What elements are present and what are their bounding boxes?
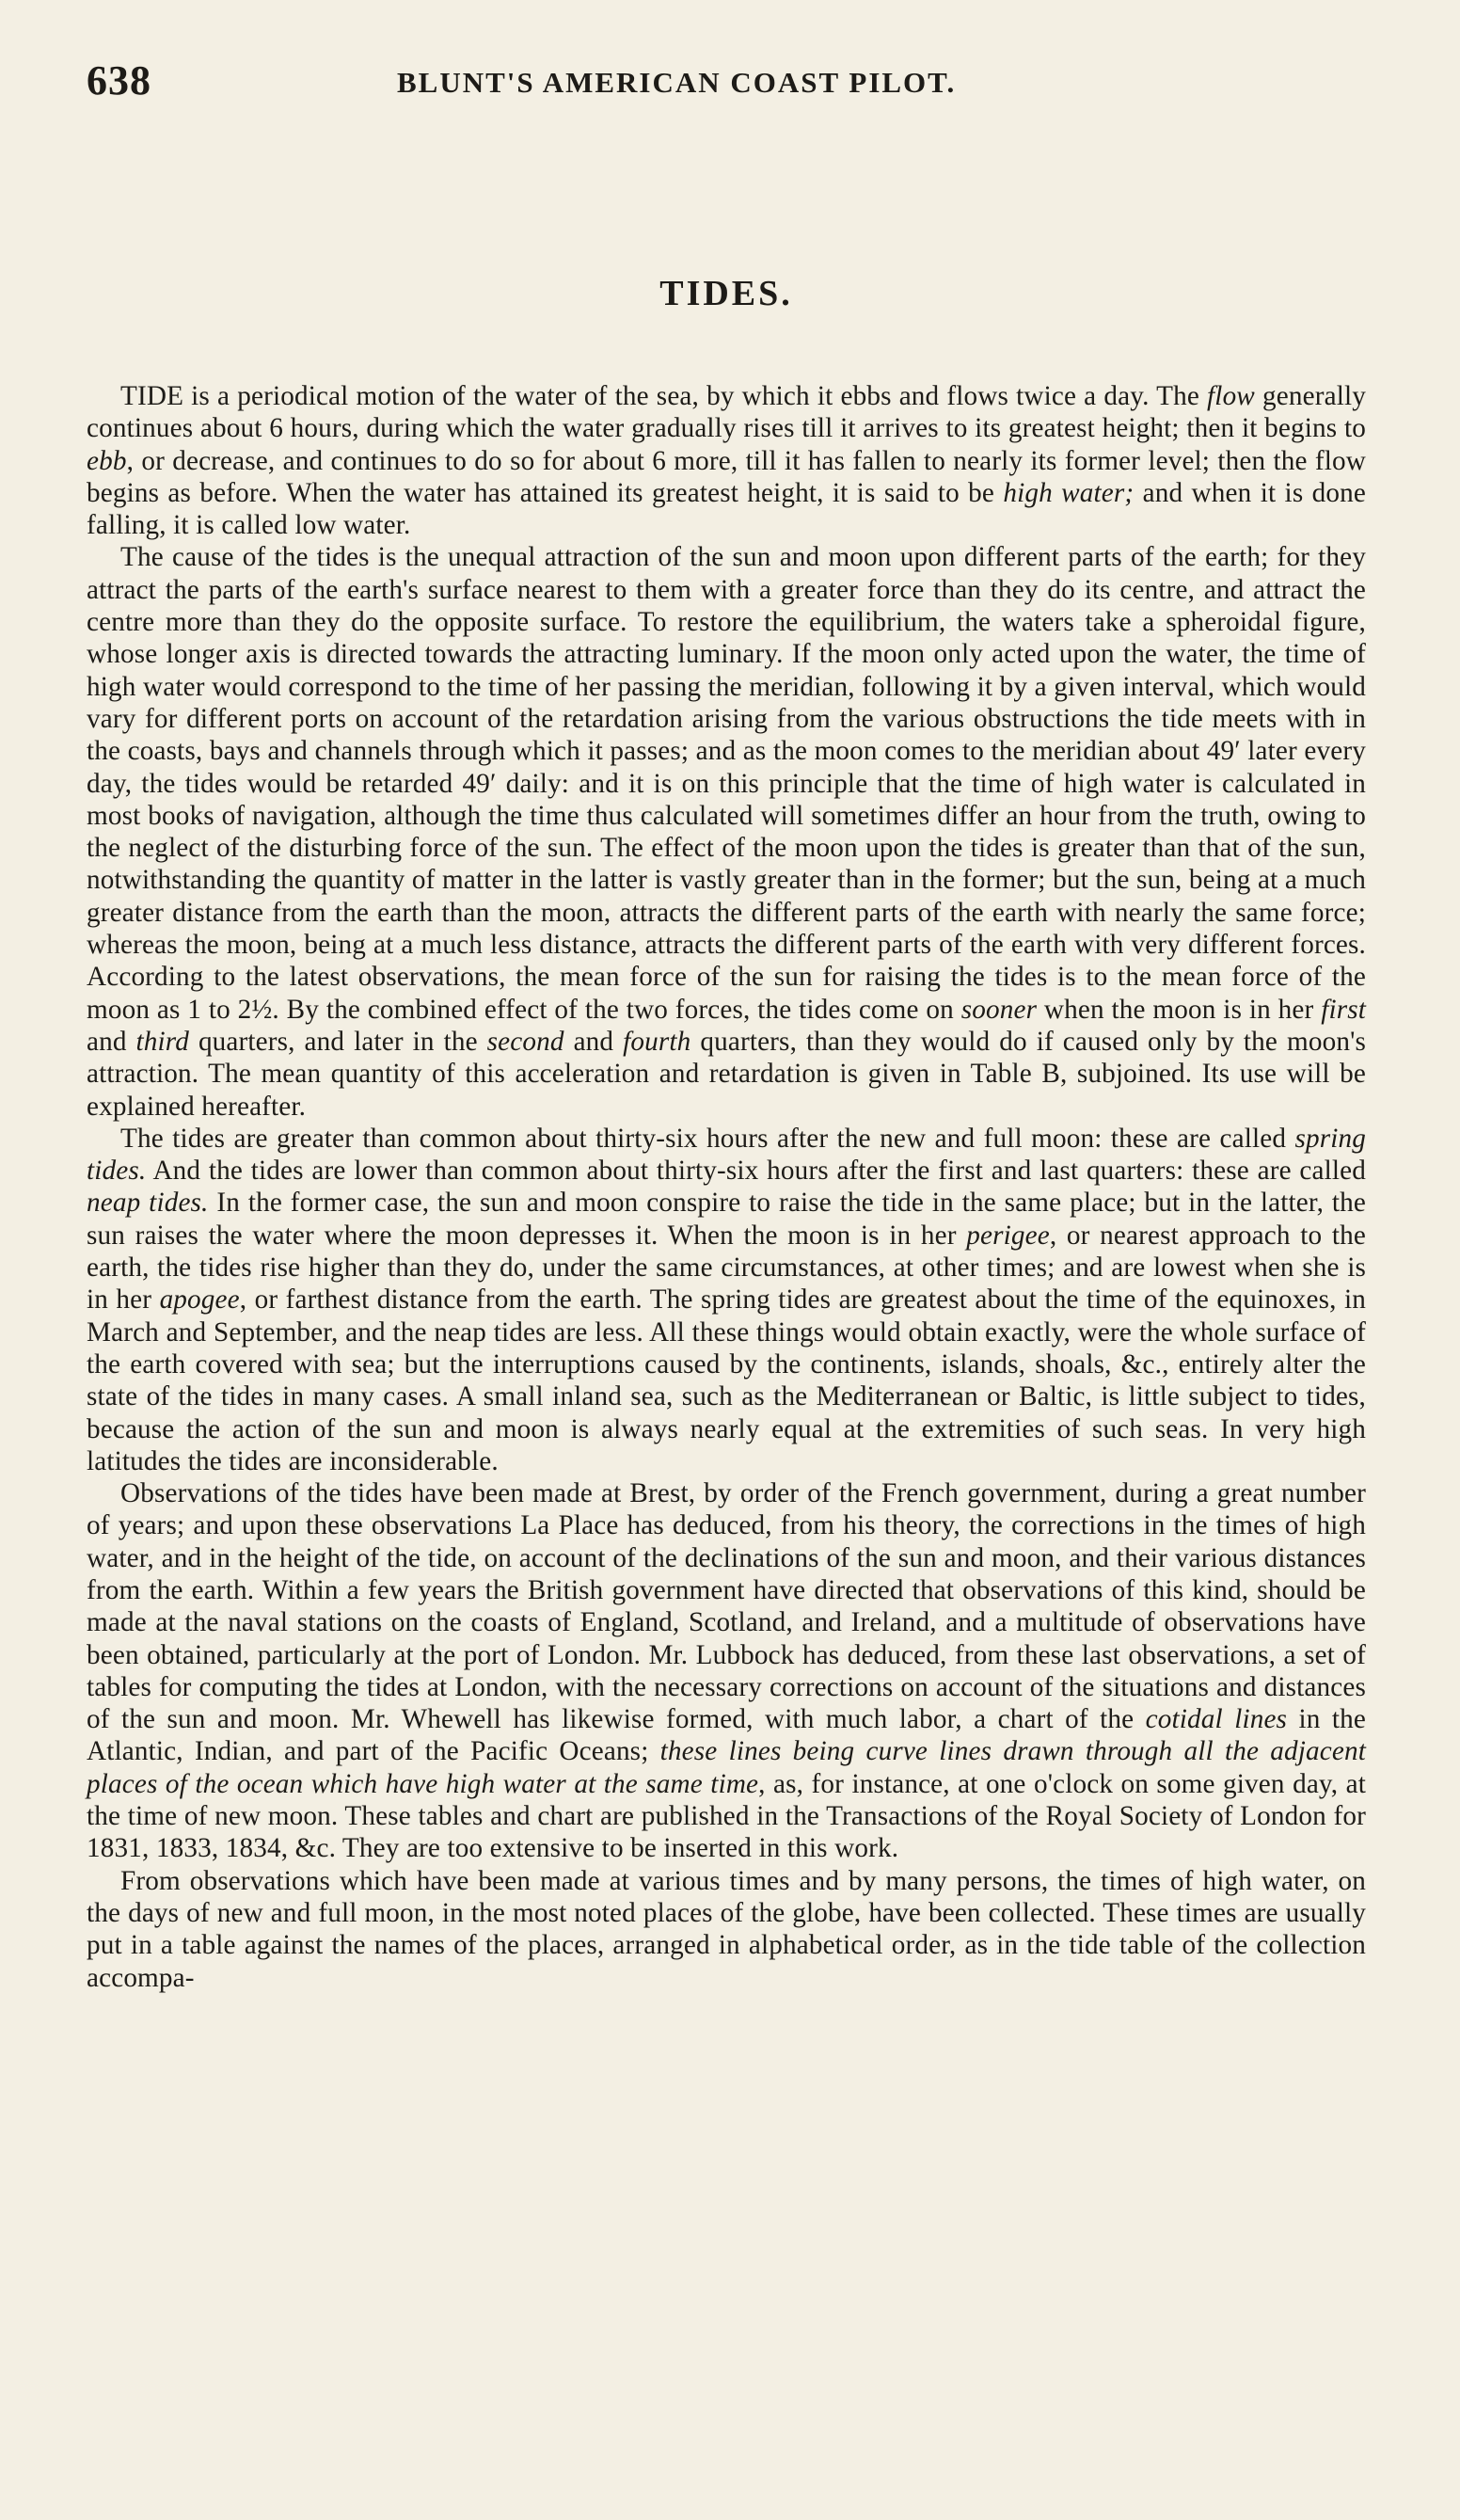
text-run: The cause of the tides is the unequal attraction of the sun and moon upon different parts of the earth; for they attract the parts of the earth's surface nearest to them with a greater force than they do its centre, and attract the centre more than they do the opposite surface. To restore the equilibrium, the waters take a spheroidal figure, whose longer axis is directed towards the attracting luminary. If the moon only acted upon the water, the time of high water would correspond to the time of her passing the meridian, following it by a given interval, which would vary for different ports on account of the retardation arising from the various obstructions the tide meets with in the coasts, bays and channels through which it passes; and as the moon comes to the meridian about 49′ later every day, the tides would be retarded 49′ daily: and it is on this principle that the time of high water is calculated in most books of navigation, although the time thus calculated will sometimes differ an hour from the truth, owing to the neglect of the disturbing force of the sun. The effect of the moon upon the tides is greater than that of the sun, notwithstanding the quantity of matter in the latter is vastly greater than in the former; but the sun, being at a much greater distance from the earth than the moon, attracts the different parts of the earth with nearly the same force; whereas the moon, being at a much less distance, attracts the different parts of the earth with very different forces. According to the latest observations, the mean force of the sun for raising the tides is to the mean force of the moon as 1 to 2½. By the combined effect of the two forces, the tides come on — [87, 542, 1366, 1025]
body-text — [87, 380, 1366, 1994]
section-title: TIDES. — [659, 274, 793, 313]
italic-text: cotidal lines — [1145, 1704, 1288, 1735]
italic-text: perigee — [966, 1220, 1050, 1251]
text-run: , as, for instance, at one o'clock on some given day, at the time of new moon. These tables and chart are published in the Transactions of the Royal Society of London for 1831, 1833, 1834, &c. They are too extensive to be inserted in this work. — [87, 1768, 1367, 1864]
running-header — [87, 56, 1366, 113]
book-page — [87, 56, 1366, 1994]
paragraph — [87, 1477, 1366, 1865]
paragraph — [87, 1865, 1366, 1994]
italic-text: first — [1321, 994, 1366, 1025]
italic-text: sooner — [960, 994, 1038, 1025]
text-run: , or decrease, and continues to do so for about 6 more, till it has fallen to nearly its former level; then the flow begins as before. When the water has attained its greatest height, it is said to be — [87, 445, 1366, 508]
italic-text: second — [486, 1026, 564, 1057]
text-run: generally continues about 6 hours, during which the water gradually rises till it arrives to its greatest height; then it begins to — [87, 381, 1366, 444]
text-run: From observations which have been made at various times and by many persons, the times of high water, on the days of new and full moon, in the most noted places of the globe, have been collected. These times are usually put in a table against the names of the places, arranged in alphabetical order, as in the tide table of the collection accompa- — [87, 1865, 1366, 1993]
text-run: And the tides are lower than common about thirty-six hours after the first and last quarters: these are called — [146, 1156, 1366, 1187]
italic-text: ebb — [87, 445, 127, 476]
text-run: , or farthest distance from the earth. The spring tides are greatest about the time of the equinoxes, in March and September, and the neap tides are less. All these things would obtain exactly, were the whole surface of the earth covered with sea; but the interruptions caused by the continents, islands, shoals, &c., entirely alter the state of the tides in many cases. A small inland sea, such as the Mediterranean or Baltic, is little subject to tides, because the action of the sun and moon is always nearly equal at the extremities of such seas. In very high latitudes the tides are inconsiderable. — [87, 1284, 1366, 1476]
page-number: 638 — [87, 57, 151, 104]
italic-text: neap tides. — [87, 1188, 209, 1219]
text-run: TIDE is a periodical motion of the water of the sea, by which it ebbs and flows twice a day. The — [120, 381, 1208, 411]
text-run: quarters, and later in the — [188, 1026, 487, 1057]
italic-text: third — [135, 1026, 189, 1057]
paragraph — [87, 1123, 1366, 1477]
text-run: when the moon is in her — [1037, 994, 1322, 1025]
running-title: BLUNT'S AMERICAN COAST PILOT. — [397, 66, 957, 99]
text-run: in the Atlantic, Indian, and part of the Pacific Oceans; — [87, 1704, 1366, 1767]
paragraph — [87, 380, 1366, 541]
text-run: Observations of the tides have been made at Brest, by order of the French government, during a great number of years; and upon these observations La Place has deduced, from his theory, the corrections in the times of high water, and in the height of the tide, on account of the declinations of the sun and moon, and their various distances from the earth. Within a few years the British government have directed that observations of this kind, should be made at the naval stations on the coasts of England, Scotland, and Ireland, and a multitude of observations have been obtained, particularly at the port of London. Mr. Lubbock has deduced, from these last observations, a set of tables for computing the tides at London, with the necessary corrections on account of the situations and distances of the sun and moon. Mr. Whewell has likewise formed, with much labor, a chart of the — [87, 1478, 1366, 1735]
text-run: and when it is done falling, it is called low water. — [87, 477, 1366, 541]
italic-text: high water; — [1003, 477, 1135, 508]
text-run: In the former case, the sun and moon conspire to raise the tide in the same place; but in the latter, the sun raises the water where the moon depresses it. When the moon is in her — [87, 1188, 1366, 1251]
italic-text: flow — [1207, 381, 1255, 411]
italic-text: apogee — [159, 1284, 240, 1316]
italic-text: these lines being curve lines drawn through all the adjacent places of the ocean which have high water at the same time — [87, 1736, 1366, 1799]
text-run: , or nearest approach to the earth, the tides rise higher than they do, under the same circumstances, at other times; and are lowest when she is in her — [87, 1220, 1366, 1316]
text-run: and — [87, 1026, 136, 1057]
italic-text: fourth — [623, 1026, 691, 1057]
text-run: The tides are greater than common about thirty-six hours after the new and full moon: these are called — [120, 1123, 1295, 1154]
text-run: quarters, than they would do if caused only by the moon's attraction. The mean quantity of this acceleration and retardation is given in Table B, subjoined. Its use will be explained hereafter. — [87, 1026, 1366, 1122]
italic-text: spring tides. — [87, 1123, 1366, 1187]
text-run: and — [563, 1026, 624, 1057]
paragraph — [87, 541, 1366, 1122]
